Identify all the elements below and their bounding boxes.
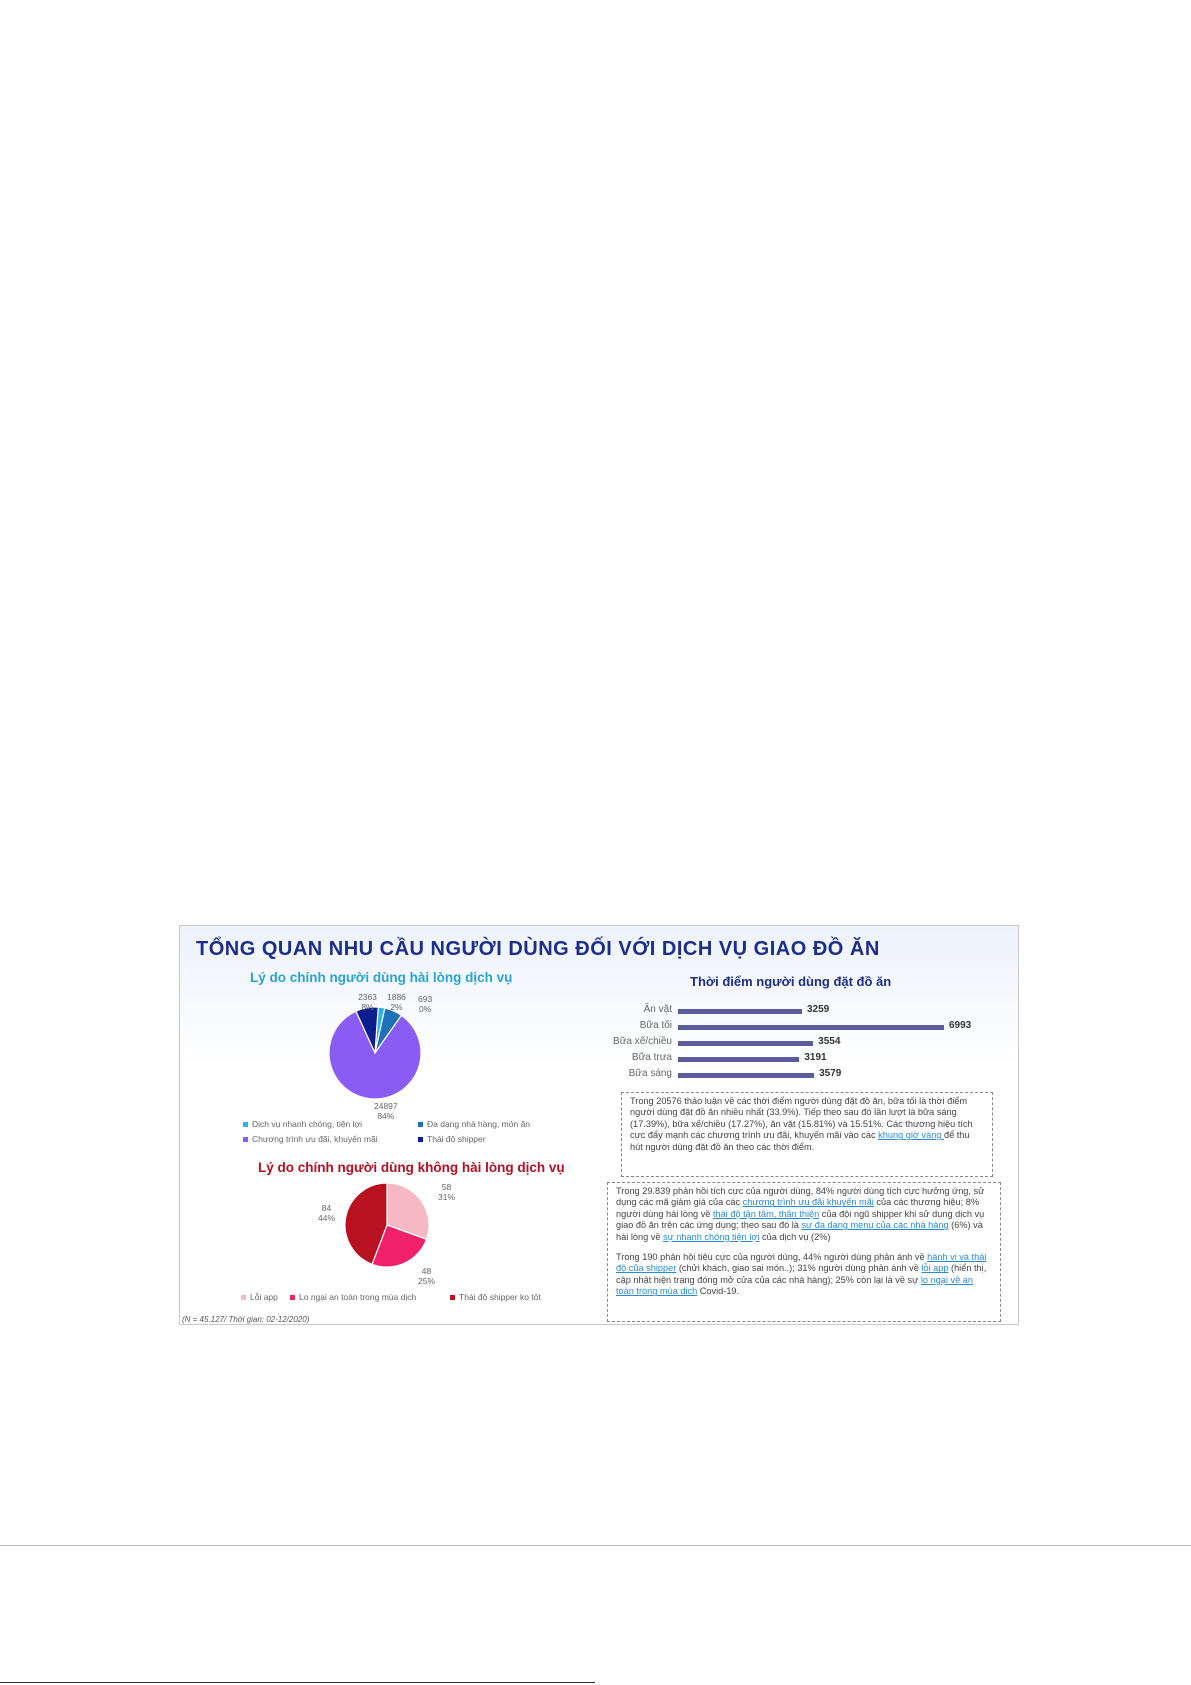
pie2-legend-covid: Lo ngại an toàn trong mùa dịch (290, 1292, 416, 1302)
bar-row (584, 1036, 1004, 1050)
legend-swatch (450, 1295, 455, 1300)
bar-value-label: 3259 (806, 1004, 830, 1015)
unsatisfied-pie-chart (345, 1183, 429, 1267)
bar-category-label: Bữa xế/chiều (613, 1036, 672, 1047)
bar (678, 1073, 814, 1078)
footnote: (N = 45.127/ Thời gian: 02-12/2020) (182, 1315, 310, 1324)
bar (678, 1041, 813, 1046)
bar-row (584, 1052, 1004, 1066)
pie1-legend-promo: Chương trình ưu đãi, khuyến mãi (243, 1134, 378, 1144)
legend-swatch (418, 1122, 423, 1127)
legend-swatch (241, 1295, 246, 1300)
bar-value-label: 6993 (949, 1020, 972, 1031)
pie2-legend-app: Lỗi app (241, 1292, 278, 1302)
feedback-summary (607, 1182, 1001, 1322)
page-bottom-line (0, 1682, 595, 1683)
pie1-legend-shipper: Thái độ shipper (418, 1134, 486, 1144)
bar-chart-title: Thời điểm người dùng đặt đồ ăn (690, 974, 892, 989)
legend-swatch (290, 1295, 295, 1300)
pie1-label-shipper: 2363 8% (358, 992, 377, 1012)
pie1-label-promo: 24897 84% (374, 1101, 398, 1121)
bar-row (584, 1068, 1004, 1082)
pie2-label-app: 58 31% (438, 1182, 456, 1202)
bar-row (584, 1020, 1004, 1034)
pie2-legend-shipper: Thái độ shipper ko tốt (450, 1292, 541, 1302)
bar-value-label: 3191 (804, 1052, 827, 1063)
bar (678, 1057, 799, 1062)
pie1-legend-variety: Đa dạng nhà hàng, món ăn (418, 1119, 530, 1129)
bar-value-label: 3554 (818, 1036, 841, 1047)
positive-feedback-paragraph: Trong 29.839 phản hồi tích cực của người dùng, 84% người dùng tích cực hưởng ứng, sử dụng các mã giảm giá của các chương trình ưu đãi khuyến mãi của các thương hiệu; 8% người dùng hài lòng về thái độ tận tâm, thân thiện của đội ngũ shipper khi sử dụng dịch vụ giao đồ ăn trên các ứng dụng; theo sau đó là sự đa dạng menu của các nhà hàng (6%) và hài lòng về sự nhanh chóng tiện lợi của dịch vụ (2%) (616, 1186, 985, 1242)
legend-swatch (418, 1137, 423, 1142)
bar-category-label: Bữa sáng (628, 1068, 672, 1079)
order-time-summary: Trong 20576 thảo luận về các thời điểm người dùng đặt đồ ăn, bữa tối là thời điểm người dùng đặt đồ ăn nhiều nhất (33.9%). Tiếp theo sau đó lần lượt là bữa sáng (17.39%), bữa xế/chiều (17.27%), ăn vặt (15.81%) và 15.51%. Các thương hiệu tích cực đẩy mạnh các chương trình ưu đãi, khuyến mãi vào các khung giờ vàng để thu hút người dùng đặt đồ ăn theo các thời điểm. (621, 1092, 993, 1177)
legend-swatch (243, 1122, 248, 1127)
pie1-label-fast: 693 0% (418, 994, 433, 1014)
bar-value-label: 3579 (819, 1068, 842, 1079)
order-time-bar-chart (584, 1004, 1004, 1088)
bar (678, 1009, 802, 1014)
legend-swatch (243, 1137, 248, 1142)
pie1-legend-fast: Dịch vụ nhanh chóng, tiện lợi (243, 1119, 362, 1129)
satisfied-pie-title: Lý do chính người dùng hài lòng dịch vụ (250, 970, 513, 985)
pie1-label-variety: 1886 2% (387, 992, 406, 1012)
bar-category-label: Ăn vặt (643, 1004, 672, 1015)
bar-category-label: Bữa tối (639, 1020, 672, 1031)
satisfied-pie-chart (329, 1007, 421, 1099)
bar-row (584, 1004, 1004, 1018)
pie2-label-shipper: 84 44% (318, 1203, 336, 1223)
bar (678, 1025, 944, 1030)
infographic-slide (179, 925, 1019, 1325)
bar-category-label: Bữa trưa (631, 1052, 672, 1063)
unsatisfied-pie-title: Lý do chính người dùng không hài lòng dịch vụ (258, 1160, 565, 1175)
page-divider (0, 1545, 1191, 1546)
pie2-label-covid: 48 25% (418, 1266, 436, 1286)
slide-title: TỔNG QUAN NHU CẦU NGƯỜI DÙNG ĐỐI VỚI DỊCH VỤ GIAO ĐỒ ĂN (196, 938, 880, 960)
negative-feedback-paragraph: Trong 190 phản hồi tiêu cực của người dùng, 44% người dùng phản ánh về hành vi và thái độ của shipper (chửi khách, giao sai món..); 31% người dùng phản ánh về lỗi app (hiển thị, cập nhật hiện trạng đóng mở cửa của các nhà hàng); 25% còn lại là về sự lo ngại về an toàn trong mùa dịch Covid-19. (616, 1252, 987, 1297)
